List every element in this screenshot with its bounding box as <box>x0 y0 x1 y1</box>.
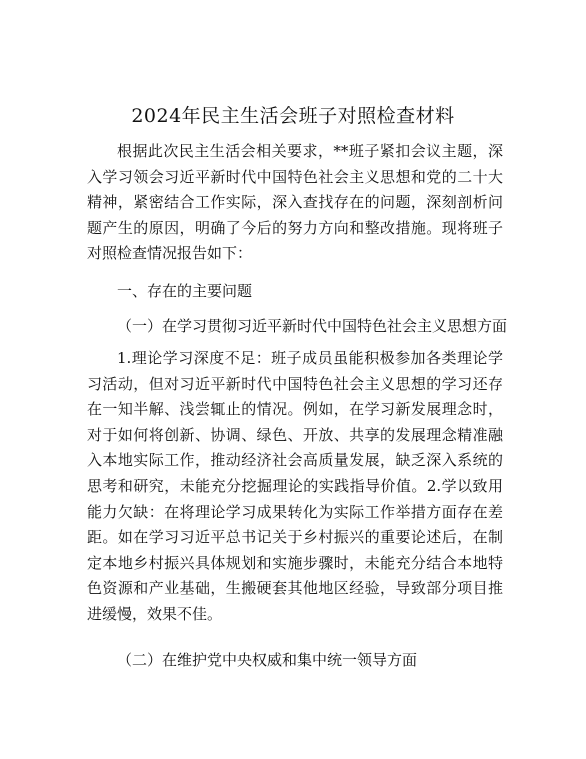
subsection-heading-authority: （二）在维护党中央权威和集中统一领导方面 <box>117 651 418 669</box>
intro-paragraph: 根据此次民主生活会相关要求，**班子紧扣会议主题，深入学习领会习近平新时代中国特色社会主义思想和党的二十大精神，紧密结合工作实际，深入查找存在的问题，深刻剖析问题产生的原因，明确了今后的努力方向和整改措施。现将班子对照检查情况报告如下： <box>87 142 503 263</box>
subsection-body-theory: 1.理论学习深度不足：班子成员虽能积极参加各类理论学习活动，但对习近平新时代中国特色社会主义思想的学习还存在一知半解、浅尝辄止的情况。例如，在学习新发展理念时，对于如何将创新、协调、绿色、开放、共享的发展理念精准融入本地实际工作，推动经济社会高质量发展，缺乏深入系统的思考和研究，未能充分挖掘理论的实践指导价值。2.学以致用能力欠缺：在将理论学习成果转化为实际工作举措方面存在差距。如在学习习近平总书记关于乡村振兴的重要论述后，在制定本地乡村振兴具体规划和实施步骤时，未能充分结合本地特色资源和产业基础，生搬硬套其他地区经验，导致部分项目推进缓慢，效果不佳。 <box>87 349 503 623</box>
section-heading-problems: 一、存在的主要问题 <box>117 282 253 300</box>
document-title: 2024年民主生活会班子对照检查材料 <box>131 105 455 127</box>
subsection-heading-theory: （一）在学习贯彻习近平新时代中国特色社会主义思想方面 <box>117 317 508 335</box>
